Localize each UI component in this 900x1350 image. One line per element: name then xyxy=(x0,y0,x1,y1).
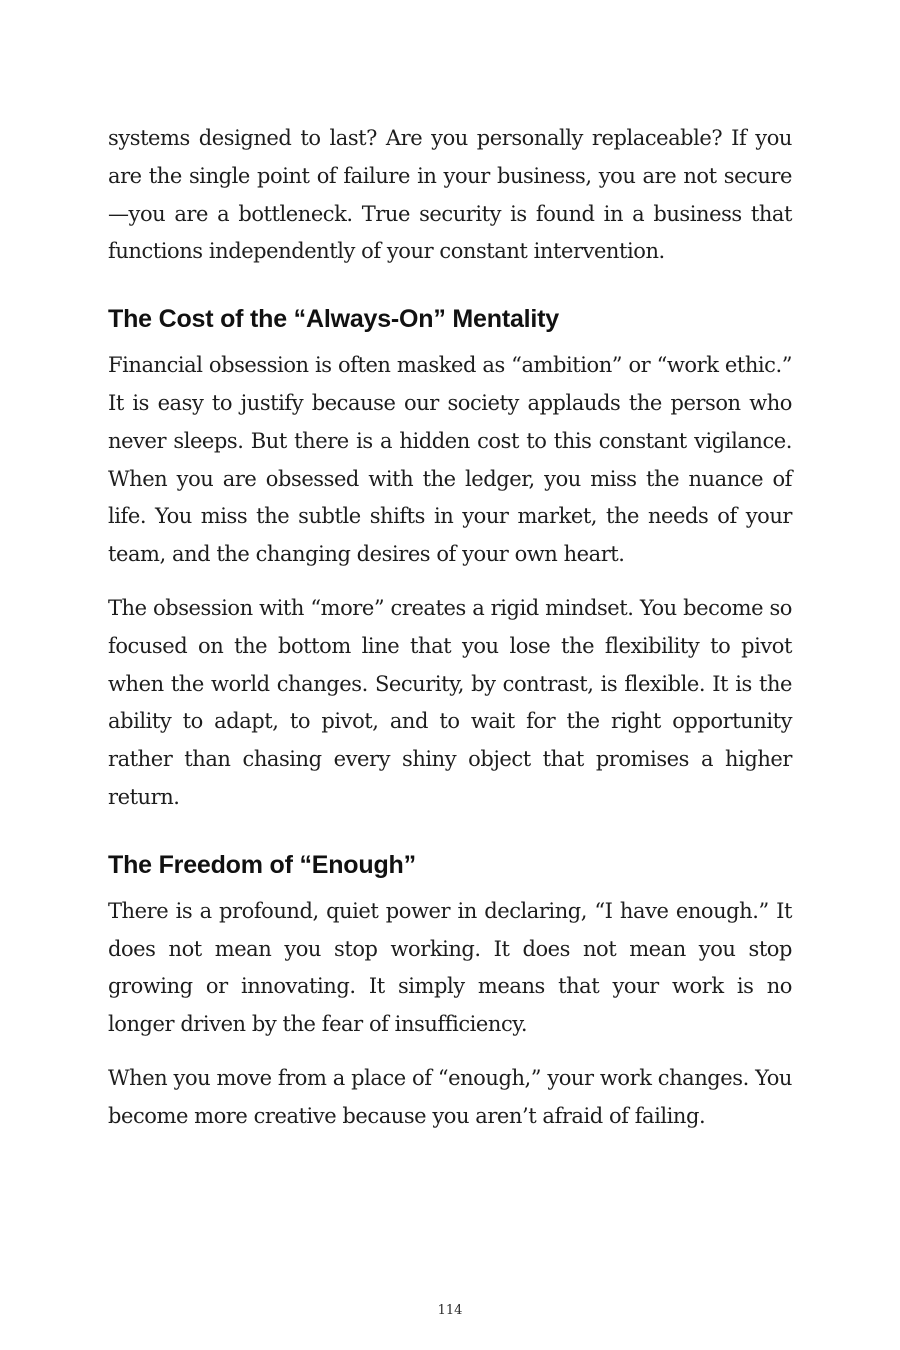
paragraph-obsession-with-more: The obsession with “more” creates a rigid mindset. You become so focused on the bottom line that you lose the flexibility to pivot when the world changes. Security, by contrast, is flexible. It is the ability to adapt, to pivot, and to wait for the right opportunity rather than chasing every shiny object that promises a higher return. xyxy=(108,595,792,809)
paragraph-financial-obsession: Financial obsession is often masked as “ambition” or “work ethic.” It is easy to justify because our society applauds the person who never sleeps. But there is a hidden cost to this constant vigilance. When you are obsessed with the ledger, you miss the nuance of life. You miss the subtle shifts in your market, the needs of your team, and the changing desires of your own heart. xyxy=(108,353,792,567)
page-body xyxy=(108,120,792,1136)
paragraph-place-of-enough: When you move from a place of “enough,” your work changes. You become more creative because you aren’t afraid of failing. xyxy=(108,1065,792,1128)
paragraph-profound-power: There is a profound, quiet power in declaring, “I have enough.” It does not mean you stop working. It does not mean you stop growing or innovating. It simply means that your work is no longer driven by the fear of insufficiency. xyxy=(108,898,792,1037)
continuation-paragraph: systems designed to last? Are you personally replaceable? If you are the single point of failure in your business, you are not secure—you are a bottleneck. True security is found in a business that functions independently of your constant intervention. xyxy=(108,126,792,264)
section-heading-freedom-of-enough: The Freedom of “Enough” xyxy=(108,850,416,879)
section-heading-always-on: The Cost of the “Always-On” Mentality xyxy=(108,305,559,334)
page-number: 114 xyxy=(437,1303,463,1318)
